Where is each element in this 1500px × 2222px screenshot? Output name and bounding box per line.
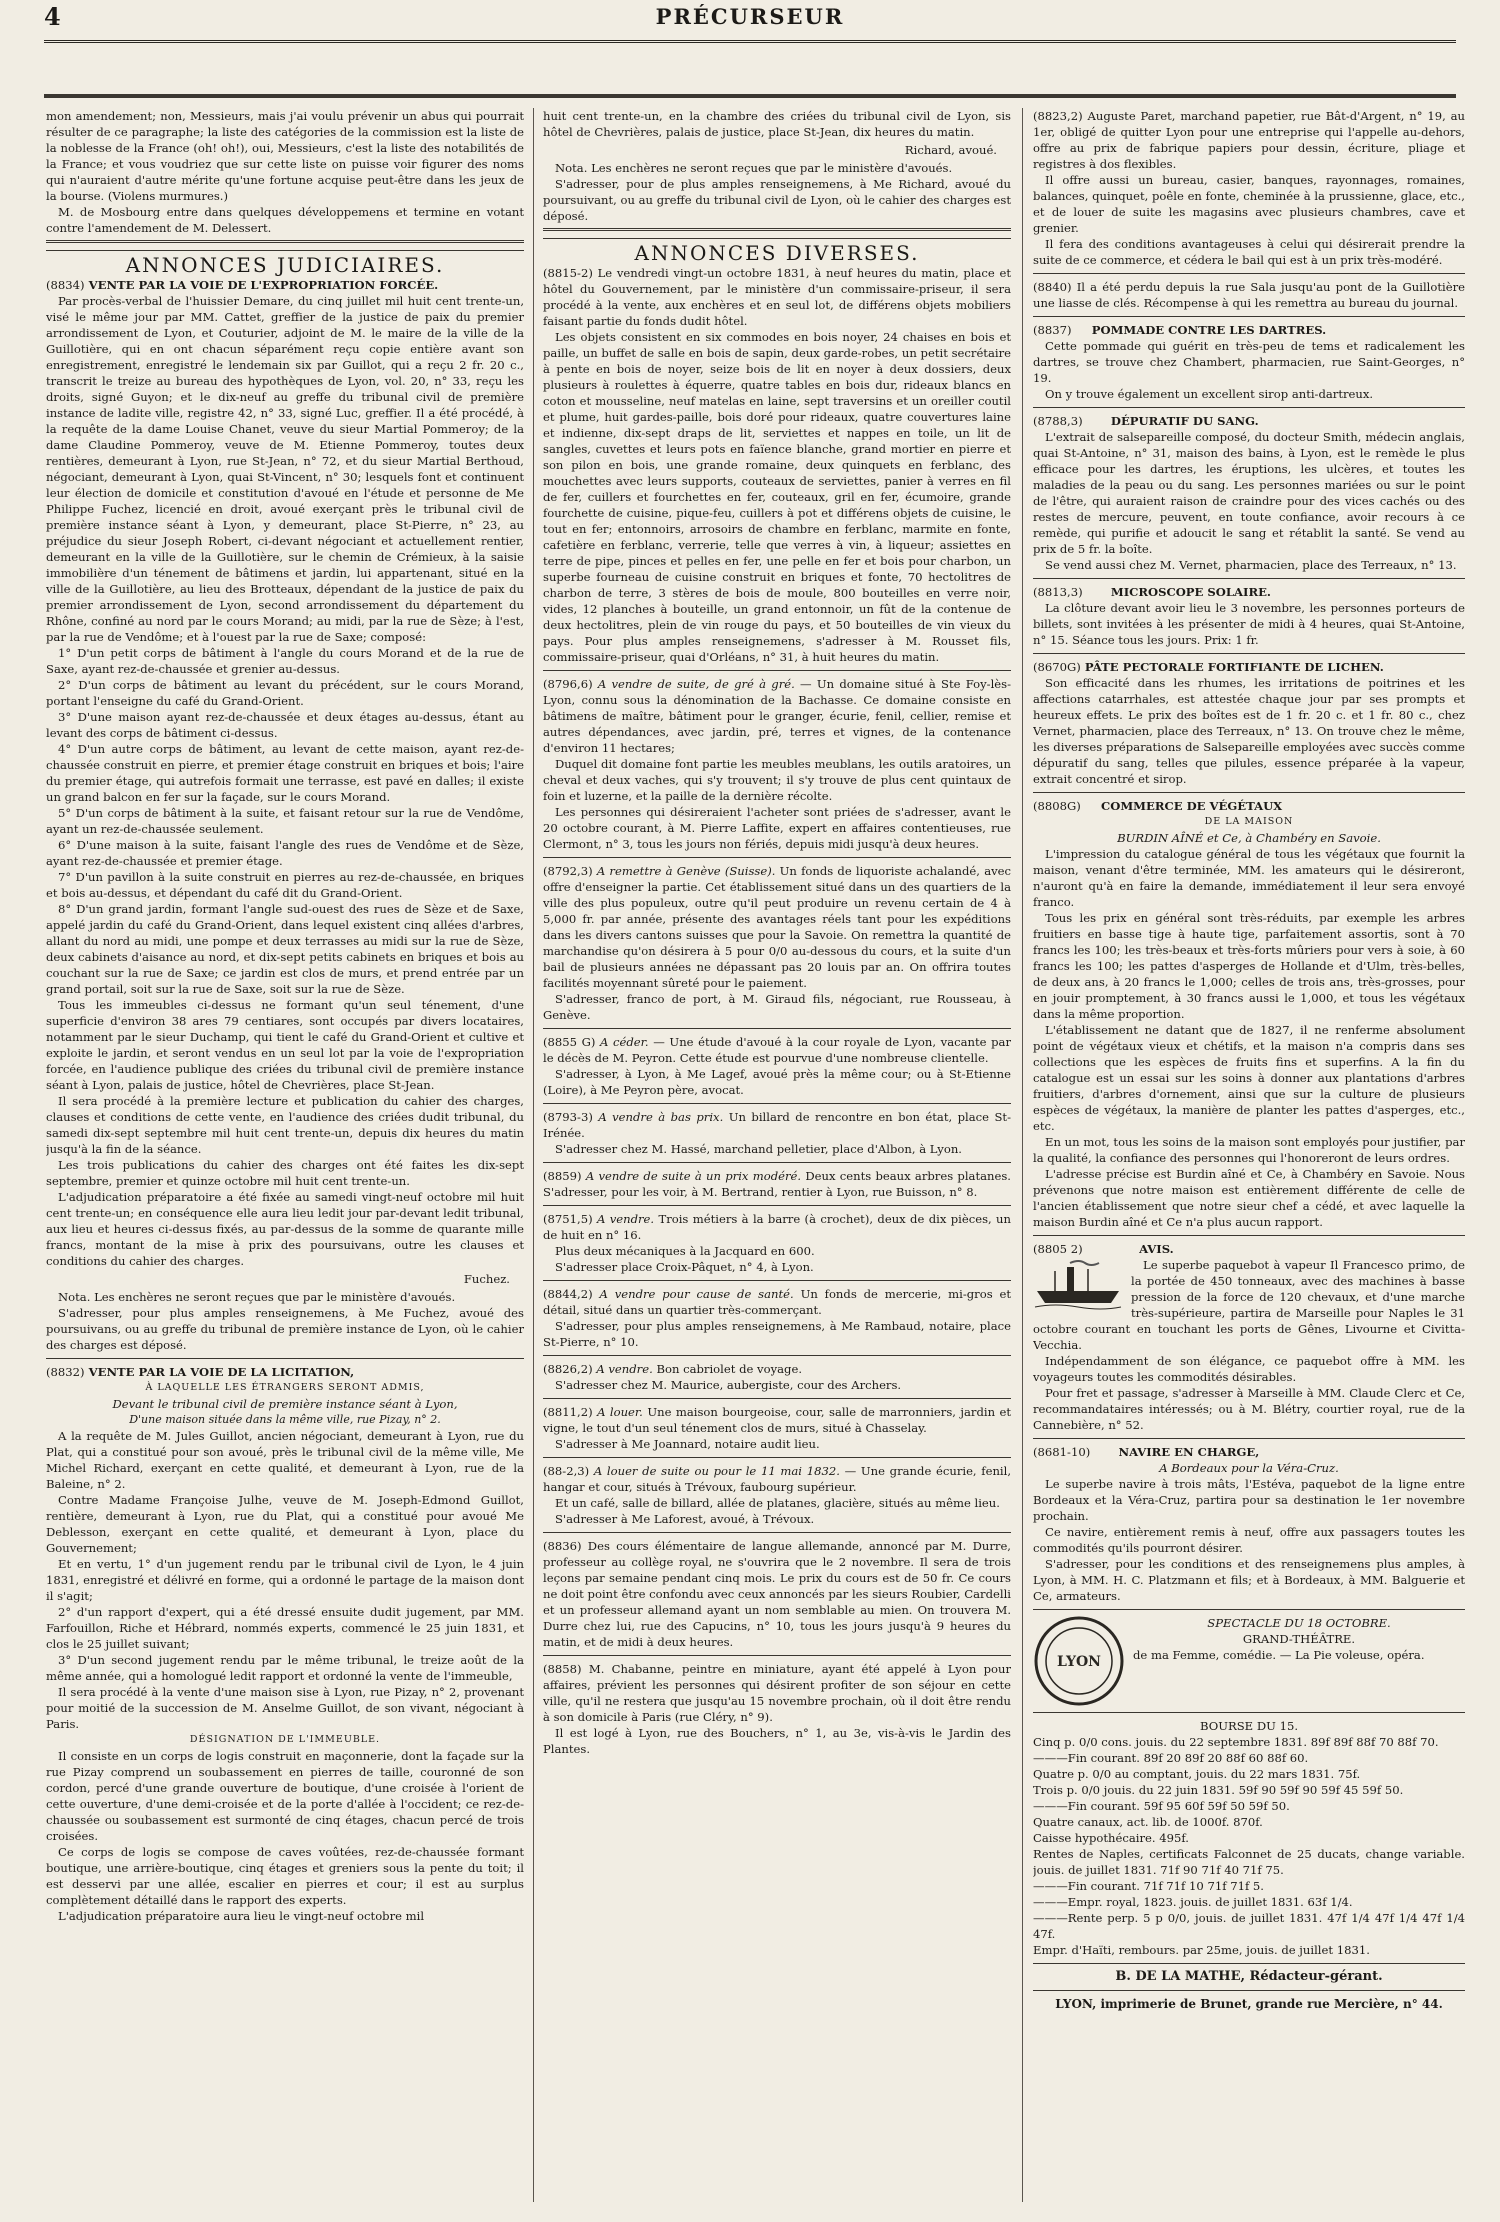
ad-paragraph: Et un café, salle de billard, allée de platanes, glacière, situés au même lieu.: [555, 1496, 1000, 1510]
separator: [543, 1103, 1011, 1104]
ad-number: (8793-3): [543, 1110, 593, 1124]
column-3: [1033, 108, 1465, 2212]
ad-paragraph: Le superbe navire à trois mâts, l'Estéva, paquebot de la ligne entre Bordeaux et la Véra-Cruz, partira pour sa destination le 1er novembre prochain.: [1033, 1477, 1465, 1523]
ad-paragraph: [543, 1538, 1011, 1650]
ad-number: (8805 2): [1033, 1242, 1083, 1256]
ad-text: Auguste Paret, marchand papetier, rue Bât-d'Argent, n° 19, au 1er, obligé de quitter Lyon pour une entreprise qui l'appelle au-dehors, offre au prix de fabrique papiers pour dessin, écriture, pliage et registres à dos flexibles.: [1033, 109, 1465, 171]
ad-subtitle: D'une maison située dans la même ville, rue Pizay, n° 2.: [129, 1413, 441, 1426]
ad-number: (8751,5): [543, 1212, 593, 1226]
ad-title: PÂTE PECTORALE FORTIFIANTE DE LICHEN.: [1084, 660, 1384, 674]
ad-paragraph: 7° D'un pavillon à la suite construit en pierres au rez-de-chaussée, en briques et bois au-dessus, et dépendant du café dit du Grand-Orient.: [46, 870, 524, 900]
ad-heading: [1033, 798, 1465, 814]
ad-lead: A louer.: [597, 1405, 643, 1419]
ad-paragraph: L'adresse précise est Burdin aîné et Ce, à Chambéry en Savoie. Nous prévenons que notre maison est entièrement différente de celle de l'ancien établissement que notre sieur chef a cédé, et avec laquelle la maison Burdin aîné et Ce n'a plus aucun rapport.: [1033, 1167, 1465, 1229]
ad-paragraph: S'adresser, pour plus amples renseignemens, à Me Rambaud, notaire, place St-Pierre, n° 10.: [543, 1319, 1011, 1349]
ad-subtitle: Devant le tribunal civil de première instance séant à Lyon,: [112, 1397, 458, 1411]
ad-title: AVIS.: [1139, 1242, 1174, 1256]
column-1: [46, 108, 524, 2212]
ad-text: Deux cents beaux arbres platanes. S'adresser, pour les voir, à M. Bertrand, rentier à Lyon, rue Buisson, n° 8.: [543, 1169, 1011, 1199]
ad-paragraph: Il offre aussi un bureau, casier, banques, rayonnages, romaines, balances, quinquet, poêle en fonte, cheminée à la prussienne, glace, etc., et de louer de suite les magasins avec plusieurs chambres, cave et grenier.: [1033, 173, 1465, 235]
ad-paragraph: Se vend aussi chez M. Vernet, pharmacien, place des Terreaux, n° 13.: [1045, 558, 1457, 572]
ad-paragraph: Il fera des conditions avantageuses à celui qui désirerait prendre la suite de ce commerce, et cédera le bail qui est à un prix très-modéré.: [1033, 237, 1465, 267]
ad-text: Un domaine situé à Ste Foy-lès-Lyon, connu sous la dénomination de la Bachasse. Ce domaine consiste en bâtimens de maître, bâtiment pour le granger, écurie, fenil, cellier, remise et autres dépendances, avec jardin, pré, terres et vignes, de la contenance d'environ 11 hectares;: [543, 677, 1011, 755]
ad-lead: A vendre à bas prix.: [598, 1110, 724, 1124]
ad-paragraph: A la requête de M. Jules Guillot, ancien négociant, demeurant à Lyon, rue du Plat, qui a constitué pour son avoué, près le tribunal civil de la même ville, Me Michel Richard, exerçant en cette qualité, et demeurant à Lyon, rue de la Baleine, n° 2.: [46, 1429, 524, 1491]
ad-title: MICROSCOPE SOLAIRE.: [1110, 585, 1271, 599]
separator: [46, 1358, 524, 1359]
ad-block: [543, 1661, 1011, 1757]
bourse-line: ———Empr. royal, 1823. jouis. de juillet 1831. 63f 1/4.: [1033, 1895, 1353, 1909]
separator: [543, 1457, 1011, 1458]
ad-paragraph: Plus deux mécaniques à la Jacquard en 600.: [555, 1244, 815, 1258]
ad-subtitle: À LAQUELLE LES ÉTRANGERS SERONT ADMIS,: [145, 1382, 425, 1393]
ad-title: NAVIRE EN CHARGE,: [1118, 1445, 1260, 1459]
ad-text: Il a été perdu depuis la rue Sala jusqu'au pont de la Guillotière une liasse de clés. Récompense à qui les remettra au bureau du journal.: [1033, 280, 1465, 310]
ad-lead: A louer de suite ou pour le 11 mai 1832.: [593, 1464, 840, 1478]
ad-subtitle: DE LA MAISON: [1204, 816, 1294, 827]
column-divider: [1022, 108, 1023, 2202]
ad-paragraph: Il sera procédé à la vente d'une maison sise à Lyon, rue Pizay, n° 2, provenant pour moitié de la succession de M. Anselme Guillot, de son vivant, négociant à Paris.: [46, 1685, 524, 1731]
column-divider: [533, 108, 534, 2202]
bourse-block: [1033, 1718, 1465, 1958]
ad-signature: Fuchez.: [463, 1272, 510, 1286]
ad-paragraph: 6° D'une maison à la suite, faisant l'angle des rues de Vendôme et de Sèze, ayant rez-de-chaussée et premier étage.: [46, 838, 524, 868]
ad-paragraph: Contre Madame Françoise Julhe, veuve de M. Joseph-Edmond Guillot, rentière, demeurant à Lyon, rue du Plat, qui a constitué pour avoué Me Deblesson, exerçant en cette qualité, et demeurant à Lyon, place du Gouvernement;: [46, 1493, 524, 1555]
ad-paragraph: 3° D'une maison ayant rez-de-chaussée et deux étages au-dessus, étant au levant des corps de bâtiment ci-dessus.: [46, 710, 524, 740]
ad-paragraph: [543, 863, 1011, 991]
ad-block: [543, 1211, 1011, 1275]
intro-paragraph: M. de Mosbourg entre dans quelques développemens et termine en votant contre l'amendement de M. Delessert.: [46, 205, 524, 235]
ad-number: (8826,2): [543, 1362, 593, 1376]
ad-paragraph: L'établissement ne datant que de 1827, il ne renferme absolument point de végétaux vieux et chétifs, et la maison n'a compris dans ses collections que les espèces de fruits fins et superfins. A la fin du catalogue est un essai sur les soins à donner aux plantations d'arbres fruitiers, d'arbres d'ornement, ainsi que sur la culture de plusieurs espèces de végétaux, la manière de planter les pattes d'asperges, etc., etc.: [1033, 1023, 1465, 1133]
ad-paragraph: S'adresser, franco de port, à M. Giraud fils, négociant, rue Rousseau, à Genève.: [543, 992, 1011, 1022]
ad-paragraph: Il est logé à Lyon, rue des Bouchers, n° 1, au 3e, vis-à-vis le Jardin des Plantes.: [543, 1726, 1011, 1756]
ad-number: (8796,6): [543, 677, 593, 691]
ad-heading: [46, 277, 524, 293]
ad-paragraph: [543, 1661, 1011, 1725]
ad-paragraph: Tous les immeubles ci-dessus ne formant qu'un seul ténement, d'une superficie d'environ 38 ares 79 centiares, sont occupés par divers locataires, notamment par le sieur Duchamp, qui tient le café du Grand-Orient et cultive et exploite le jardin, et seront vendus en un seul lot par la voie de l'expropriation forcée, en l'audience publique des criées du tribunal civil de première instance séant à Lyon, palais de justice, hôtel de Chevrières, place St-Jean.: [46, 998, 524, 1092]
ad-paragraph: [543, 1404, 1011, 1436]
ad-lead: A vendre.: [596, 1212, 655, 1226]
ad-paragraph: S'adresser place Croix-Pâquet, n° 4, à Lyon.: [555, 1260, 814, 1274]
ad-text: M. Chabanne, peintre en miniature, ayant été appelé à Lyon pour affaires, prévient les personnes qui désirent profiter de son séjour en cette ville, qu'il ne restera que jusqu'au 15 novembre prochain, où il doit être rendu à son domicile à Paris (rue Cléry, n° 9).: [543, 1662, 1011, 1724]
separator: [1033, 1609, 1465, 1610]
ad-paragraph: Indépendamment de son élégance, ce paquebot offre à MM. les voyageurs toutes les commodités désirables.: [1033, 1354, 1465, 1384]
separator: [1033, 273, 1465, 274]
ad-lead: A vendre de suite à un prix modéré.: [585, 1169, 802, 1183]
ad-text: Des cours élémentaire de langue allemande, annoncé par M. Durre, professeur au collège royal, ne s'ouvrira que le 2 novembre. Il sera de trois leçons par semaine pendant cinq mois. Le prix du cours est de 50 fr. Ce cours ne doit point être confondu avec ceux annoncés par les sieurs Roubier, Cardelli et un professeur allemand ayant un nom semblable au mien. On trouvera M. Durre chez lui, rue des Capucins, n° 10, tous les jours jusqu'à 9 heures du matin, et de midi à deux heures.: [543, 1539, 1011, 1649]
ad-note: Nota. Les enchères ne seront reçues que par le ministère d'avoués.: [555, 161, 953, 175]
separator: [1033, 1963, 1465, 1964]
ad-text: Un fonds de mercerie, mi-gros et détail, situé dans un quartier très-commerçant.: [543, 1287, 1011, 1317]
header-rule-thick: [44, 94, 1456, 98]
ad-block: [1033, 279, 1465, 311]
ad-block: [543, 265, 1011, 665]
bourse-line: Quatre p. 0/0 au comptant, jouis. du 22 mars 1831. 75f.: [1033, 1767, 1361, 1781]
page-number: 4: [44, 2, 61, 31]
ad-paragraph: S'adresser à Me Joannard, notaire audit lieu.: [555, 1437, 820, 1451]
ad-paragraph: [543, 1286, 1011, 1318]
column-2: [543, 108, 1011, 2212]
ad-paragraph: 1° D'un petit corps de bâtiment à l'angle du cours Morand et de la rue de Saxe, ayant rez-de-chaussée et grenier au-dessus.: [46, 646, 524, 676]
header-rule: [44, 40, 1456, 43]
ad-paragraph: Tous les prix en général sont très-réduits, par exemple les arbres fruitiers en basse tige à haute tige, parfaitement assortis, sont à 70 francs les 100; les très-beaux et très-forts mûriers pour vers à soie, à 60 francs les 100; les pattes d'asperges de Hollande et d'Ulm, très-belles, de deux ans, à 20 francs le 1,000; celles de trois ans, très-grosses, pour en jouir promptement, à 30 francs aussi le 1,000, et tous les végétaux dans la même proportion.: [1033, 911, 1465, 1021]
separator: [543, 1205, 1011, 1206]
ad-paragraph: 5° D'un corps de bâtiment à la suite, et faisant retour sur la rue de Vendôme, ayant un rez-de-chaussée seulement.: [46, 806, 524, 836]
ad-heading: [1033, 659, 1465, 675]
ad-paragraph: Les trois publications du cahier des charges ont été faites les dix-sept septembre, premier et quinze octobre mil huit cent trente-un.: [46, 1158, 524, 1188]
separator: [1033, 792, 1465, 793]
ad-number: (8858): [543, 1662, 582, 1676]
spectacle-program: de ma Femme, comédie. — La Pie voleuse, opéra.: [1133, 1648, 1425, 1662]
bourse-line: Trois p. 0/0 jouis. du 22 juin 1831. 59f 90 59f 90 59f 45 59f 50.: [1033, 1783, 1404, 1797]
ad-paragraph: Ce navire, entièrement remis à neuf, offre aux passagers toutes les commodités qu'ils pourront désirer.: [1033, 1525, 1465, 1555]
ad-text: Une maison bourgeoise, cour, salle de marronniers, jardin et vigne, le tout d'un seul ténement clos de murs, situé à Chasselay.: [543, 1405, 1011, 1435]
bourse-line: Empr. d'Haïti, rembours. par 25me, jouis. de juillet 1831.: [1033, 1943, 1370, 1957]
ad-paragraph: [543, 1211, 1011, 1243]
separator: [543, 1162, 1011, 1163]
ad-paragraph: [1033, 108, 1465, 172]
ad-number: (8832): [46, 1365, 85, 1379]
bourse-line: ———Fin courant. 71f 71f 10 71f 71f 5.: [1033, 1879, 1264, 1893]
ad-heading: [1033, 413, 1465, 429]
ad-lead: A vendre.: [596, 1362, 653, 1376]
ad-paragraph: Il sera procédé à la première lecture et publication du cahier des charges, clauses et conditions de cette vente, en l'audience des criées dudit tribunal, du samedi dix-sept septembre mil huit cent trente-un, depuis dix heures du matin jusqu'à la fin de la séance.: [46, 1094, 524, 1156]
ad-block: [543, 863, 1011, 1023]
separator: [1033, 1235, 1465, 1236]
ad-lead: A vendre de suite, de gré à gré.: [597, 677, 795, 691]
separator: [1033, 1990, 1465, 1991]
ad-paragraph: S'adresser chez M. Maurice, aubergiste, cour des Archers.: [555, 1378, 902, 1392]
ad-paragraph: 8° D'un grand jardin, formant l'angle sud-ouest des rues de Sèze et de Saxe, appelé jardin du café du Grand-Orient, dans lequel existent cinq allées d'arbres, allant du nord au midi, une pompe et deux terrasses au midi sur la rue de Sèze, deux cabinets d'aisance au nord, et dix-sept petits cabinets en briques et bois au couchant sur la rue de Saxe; ce jardin est clos de murs, et prend entrée par un grand portail, soit sur la rue de Saxe, soit sur la rue de Sèze.: [46, 902, 524, 996]
bourse-line: Rentes de Naples, certificats Falconnet de 25 ducats, change variable. jouis. de juillet 1831. 71f 90 71f 40 71f 75.: [1033, 1847, 1465, 1877]
ad-paragraph: Il consiste en un corps de logis construit en maçonnerie, dont la façade sur la rue Pizay comprend un soubassement en pierres de taille, couronné de son cordon, percé d'une grande ouverture de boutique, d'une croisée à l'orient de cette ouverture, d'une demi-croisée et de la porte d'allée à l'occident; ce rez-de-chaussée ou soubassement est surmonté de cinq étages, chacun percé de trois croisées.: [46, 1749, 524, 1843]
ad-block: [543, 1538, 1011, 1650]
ad-number: (8859): [543, 1169, 582, 1183]
spectacle-block: [1033, 1615, 1465, 1707]
ad-block: [1033, 584, 1465, 648]
ad-lead: A céder.: [600, 1035, 649, 1049]
separator: [1033, 316, 1465, 317]
ad-block: [1033, 322, 1465, 402]
bourse-line: Caisse hypothécaire. 495f.: [1033, 1831, 1189, 1845]
ad-paragraph: [1033, 279, 1465, 311]
ad-paragraph: Par procès-verbal de l'huissier Demare, du cinq juillet mil huit cent trente-un, visé le même jour par MM. Cattet, greffier de la justice de paix du premier arrondissement de Lyon, et Couturier, adjoint de M. le maire de la ville de la Guillotière, qui en ont chacun séparément reçu copie entière avant son enregistrement, enregistré le lendemain six par Guillot, qui a reçu 2 fr. 20 c., transcrit le treize au bureau des hypothèques de Lyon, vol. 20, n° 33, reçu les droits, signé Guyon; et le dix-neuf au greffe du tribunal civil de première instance de ladite ville, registre 42, n° 33, signé Luc, greffier. Il a été procédé, à la requête de la dame Louise Chanet, veuve du sieur Martial Pommeroy; de la dame Claudine Pommeroy, veuve de M. Etienne Pommeroy, toutes deux rentières, demeurant à Lyon, rue St-Jean, n° 72, et du sieur Martial Berthoud, négociant, demeurant à Lyon, quai St-Vincent, n° 30; lesquels font et continuent leur élection de domicile et constitution d'avoué en l'étude et personne de Me Philippe Fuchez, licencié en droit, avoué exerçant près le tribunal civil de première instance séant à Lyon, y demeurant, place St-Pierre, n° 23, au préjudice du sieur Joseph Robert, ci-devant négociant et actuellement rentier, demeurant en la ville de la Guillotière, sur le chemin de Crémieux, à la saisie immobilière d'un ténement de bâtimens et jardin, lui appartenant, situé en la ville de la Guillotière, au lieu des Brotteaux, dépendant de la justice de paix du premier arrondissement de Lyon, second arrondissement du département du Rhône, confiné au nord par le cours Morand; au midi, par la rue de Sèze; à l'est, par la rue de Vendôme; et à l'ouest par la rue de Saxe; composé:: [46, 294, 524, 644]
ad-title: POMMADE CONTRE LES DARTRES.: [1091, 323, 1327, 337]
ad-number: (8844,2): [543, 1287, 593, 1301]
ad-number: (8840): [1033, 280, 1072, 294]
ad-block: [543, 1463, 1011, 1527]
ad-block: [1033, 413, 1465, 573]
ad-lead: A vendre pour cause de santé.: [599, 1287, 794, 1301]
ad-subtitle: A Bordeaux pour la Véra-Cruz.: [1159, 1461, 1339, 1475]
ad-number: (8792,3): [543, 864, 593, 878]
ad-title: DÉPURATIF DU SANG.: [1110, 414, 1259, 428]
ad-block: [1033, 1444, 1465, 1604]
ad-block: [543, 1034, 1011, 1098]
ad-paragraph: Son efficacité dans les rhumes, les irritations de poitrines et les affections catarrhales, est attestée chaque jour par ses prompts et heureux effets. Le prix des boîtes est de 1 fr. 20 c. et 1 fr. 80 c., chez Vernet, pharmacien, place des Terreaux, n° 13. On trouve chez le même, les diverses préparations de Salsepareille employées avec succès comme dépuratif du sang, telles que pilules, essence préparée à la vapeur, extrait concentré et sirop.: [1033, 676, 1465, 786]
separator: [543, 1355, 1011, 1356]
ad-number: (8811,2): [543, 1405, 593, 1419]
separator: [543, 857, 1011, 858]
ad-text: — Une grande écurie, fenil, hangar et cour, situés à Trévoux, faubourg supérieur.: [543, 1464, 1011, 1494]
ad-heading: [1033, 1241, 1465, 1257]
stamp-text: LYON: [1057, 1654, 1101, 1670]
bourse-line: ———Fin courant. 89f 20 89f 20 88f 60 88f 60.: [1033, 1751, 1309, 1765]
stamp-seal-icon: [1033, 1615, 1125, 1707]
ad-number: (8670G): [1033, 660, 1081, 674]
steamboat-icon: [1033, 1259, 1123, 1315]
separator: [1033, 653, 1465, 654]
ad-signature: Richard, avoué.: [904, 143, 997, 157]
ad-number: (8681-10): [1033, 1445, 1091, 1459]
ad-number: (8836): [543, 1539, 582, 1553]
ad-paragraph: (8855 G) A céder. — Une étude d'avoué à la cour royale de Lyon, vacante par le décès de M. Peyron. Cette étude est pourvue d'une nombreuse clientelle.: [543, 1035, 1011, 1065]
ad-paragraph: Les personnes qui désireraient l'acheter sont priées de s'adresser, avant le 20 octobre courant, à M. Pierre Laffite, expert en affaires contentieuses, rue Clermont, n° 3, tous les jours non fériés, depuis midi jusqu'à deux heures.: [543, 805, 1011, 851]
ad-text: Un billard de rencontre en bon état, place St-Irénée.: [543, 1110, 1011, 1140]
ad-paragraph: Ce corps de logis se compose de caves voûtées, rez-de-chaussée formant boutique, une arrière-boutique, cinq étages et greniers sous la pente du toit; il est desservi par une allée, escalier en pierres et cour; il est au surplus complètement détaillé dans le rapport des experts.: [46, 1845, 524, 1907]
ad-paragraph: 2° D'un corps de bâtiment au levant du précédent, sur le cours Morand, portant l'enseigne du café du Grand-Orient.: [46, 678, 524, 708]
ad-block: [543, 1361, 1011, 1393]
ad-block: [1033, 1241, 1465, 1433]
ad-paragraph: L'adjudication préparatoire aura lieu le vingt-neuf octobre mil: [58, 1909, 425, 1923]
ad-block: [1033, 798, 1465, 1230]
ad-note: Nota. Les enchères ne seront reçues que par le ministère d'avoués.: [58, 1290, 456, 1304]
ad-paragraph: 4° D'un autre corps de bâtiment, au levant de cette maison, ayant rez-de-chaussée construit en pierre, et premier étage construit en briques et bois; l'aire du premier étage, qui autrefois formait une terrasse, est pavé en dalles; il existe un grand balcon en fer sur la façade, sur le cours Morand.: [46, 742, 524, 804]
ad-paragraph: L'extrait de salsepareille composé, du docteur Smith, médecin anglais, quai St-Antoine, n° 31, maison des bains, à Lyon, est le remède le plus efficace pour les dartres, les éruptions, les ulcères, et toutes les maladies de la peau ou du sang. Les personnes mariées ou sur le point de l'être, qui auraient raison de craindre pour des vices cachés ou des restes de mercure, peuvent, en toute confiance, avoir recours à ce remède, qui purifie et adoucit le sang et rétablit la santé. Se vend au prix de 5 fr. la boîte.: [1033, 430, 1465, 556]
separator: [543, 1398, 1011, 1399]
bourse-line: Quatre canaux, act. lib. de 1000f. 870f.: [1033, 1815, 1263, 1829]
masthead: PRÉCURSEUR: [655, 4, 845, 29]
ad-number: (88-2,3): [543, 1464, 590, 1478]
separator: [1033, 1712, 1465, 1713]
separator: [1033, 407, 1465, 408]
ad-paragraph: S'adresser à Me Laforest, avoué, à Trévoux.: [555, 1512, 815, 1526]
firm-name: BURDIN AÎNÉ et Ce, à Chambéry en Savoie.: [1117, 831, 1381, 845]
ad-number: (8855 G): [543, 1035, 596, 1049]
ad-title: COMMERCE DE VÉGÉTAUX: [1101, 799, 1283, 813]
ad-paragraph: Cette pommade qui guérit en très-peu de tems et radicalement les dartres, se trouve chez Chambert, pharmacien, rue Saint-Georges, n° 19.: [1033, 339, 1465, 385]
ad-contact: S'adresser, pour plus amples renseignemens, à Me Fuchez, avoué des poursuivans, ou au greffe du tribunal de première instance de Lyon, où le cahier des charges est déposé.: [46, 1306, 524, 1352]
separator: [1033, 578, 1465, 579]
separator: [543, 1280, 1011, 1281]
bourse-title: BOURSE DU 15.: [1199, 1719, 1299, 1733]
ad-text: Le vendredi vingt-un octobre 1831, à neuf heures du matin, place et hôtel du Gouvernement, par le ministère d'un commissaire-priseur, il sera procédé à la vente, aux enchères et en seul lot, de différens objets mobiliers faisant partie du fonds dudit hôtel.: [543, 266, 1011, 328]
ad-paragraph: [543, 1168, 1011, 1200]
ornament-rule: [543, 228, 1011, 239]
ad-paragraph: Pour fret et passage, s'adresser à Marseille à MM. Claude Clerc et Ce, recommandataires intéressés; ou à M. Blétry, courtier royal, rue de la Cannebière, n° 52.: [1033, 1386, 1465, 1432]
bourse-line: Cinq p. 0/0 cons. jouis. du 22 septembre 1831. 89f 89f 88f 70 88f 70.: [1033, 1735, 1439, 1749]
bourse-line: ———Rente perp. 5 p 0/0, jouis. de juillet 1831. 47f 1/4 47f 1/4 47f 1/4 47f.: [1033, 1911, 1465, 1941]
ad-block: [543, 1286, 1011, 1350]
ad-number: (8788,3): [1033, 414, 1083, 428]
separator: [543, 670, 1011, 671]
ad-number: (8834): [46, 278, 85, 292]
theatre-name: GRAND-THÉÂTRE.: [1242, 1632, 1356, 1646]
ad-paragraph: (8796,6) A vendre de suite, de gré à gré. — Un domaine situé à Ste Foy-lès-Lyon, connu sous la dénomination de la Bachasse. Ce domaine consiste en bâtimens de maître, bâtiment pour le granger, écurie, fenil, cellier, remise et autres dépendances, avec jardin, pré, terres et vignes, de la contenance d'environ 11 hectares;: [543, 677, 1011, 755]
ad-text: Un fonds de liquoriste achalandé, avec offre d'enseigner la partie. Cet établissement situé dans un des quartiers de la ville des plus populeux, outre qu'il peut produire un revenu certain de 4 à 5,000 fr. par année, présente des avantages réels tant pour les expéditions dans les divers cantons suisses que pour la Savoie. On remettra la quantité de marchandise qu'on désirera à 5 pour 0/0 au-dessous du cours, et la suite d'un bail de plusieurs années ne dépassant pas 20 louis par an. On offrira toutes facilités moyennant sûreté pour le paiement.: [543, 864, 1011, 990]
ad-paragraph: Le superbe paquebot à vapeur Il Francesco primo, de la portée de 450 tonneaux, avec des machines à basse pression de la force de 120 chevaux, et d'une marche très-supérieure, partira de Marseille pour Naples le 31 octobre courant en touchant les ports de Gênes, Livourne et Civitta-Vecchia.: [1033, 1258, 1465, 1352]
bourse-line: ———Fin courant. 59f 95 60f 59f 50 59f 50.: [1033, 1799, 1290, 1813]
continued-paragraph: huit cent trente-un, en la chambre des criées du tribunal civil de Lyon, sis hôtel de Chevrières, palais de justice, place St-Jean, dix heures du matin.: [543, 109, 1011, 139]
ad-lead: A remettre à Genève (Suisse).: [596, 864, 776, 878]
intro-paragraph: mon amendement; non, Messieurs, mais j'ai voulu prévenir un abus qui pourrait résulter de ce paragraphe; la liste des catégories de la commission est la liste de la noblesse de la France (oh! oh!), oui, Messieurs, c'est la liste des notabilités de la France; et vous voudriez que sur cette liste on puisse voir figurer des noms qui n'auraient d'autre mérite qu'une fortune acquise peut-être dans les jeux de la bourse. (Violens murmures.): [46, 109, 524, 203]
ad-text: Trois métiers à la barre (à crochet), deux de dix pièces, un de huit en n° 16.: [543, 1212, 1011, 1242]
ad-paragraph: S'adresser, pour les conditions et des renseignemens plus amples, à Lyon, à MM. H. C. Platzmann et fils; et à Bordeaux, à MM. Balguerie et Ce, armateurs.: [1033, 1557, 1465, 1603]
ad-heading: [1033, 322, 1465, 338]
ad-paragraph: La clôture devant avoir lieu le 3 novembre, les personnes porteurs de billets, sont invitées à les présenter de midi à 4 heures, quai St-Antoine, n° 15. Séance tous les jours. Prix: 1 fr.: [1033, 601, 1465, 647]
ad-paragraph: [543, 1361, 1011, 1377]
designation-title: DÉSIGNATION DE L'IMMEUBLE.: [189, 1734, 381, 1745]
ad-heading: [1033, 584, 1465, 600]
ad-paragraph: Et en vertu, 1° d'un jugement rendu par le tribunal civil de Lyon, le 4 juin 1831, enregistré et délivré en forme, qui a ordonné le partage de la maison dont il s'agit;: [46, 1557, 524, 1603]
ad-block: [543, 1109, 1011, 1157]
ad-block: [1033, 108, 1465, 268]
separator: [543, 1532, 1011, 1533]
ad-title: VENTE PAR LA VOIE DE L'EXPROPRIATION FORCÉE.: [88, 278, 439, 292]
ad-contact: S'adresser, pour de plus amples renseignemens, à Me Richard, avoué du poursuivant, ou au greffe du tribunal civil de Lyon, où le cahier des charges est déposé.: [543, 177, 1011, 223]
ad-title: VENTE PAR LA VOIE DE LA LICITATION,: [88, 1365, 355, 1379]
ad-paragraph: En un mot, tous les soins de la maison sont employés pour justifier, par la qualité, la confiance des personnes qui l'honoreront de leurs ordres.: [1033, 1135, 1465, 1165]
ad-block: [543, 1168, 1011, 1200]
ad-heading: [1033, 1444, 1465, 1460]
ad-paragraph: L'adjudication préparatoire a été fixée au samedi vingt-neuf octobre mil huit cent trente-un; en conséquence elle aura lieu ledit jour par-devant ledit tribunal, aux lieu et heures ci-dessus fixés, au par-dessus de la somme de quarante mille francs, montant de la mise à prix des poursuivans, outre les clauses et conditions du cahier des charges.: [46, 1190, 524, 1268]
ad-paragraph: 2° d'un rapport d'expert, qui a été dressé ensuite dudit jugement, par MM. Farfouillon, Riche et Hébrard, nommés experts, commencé le 25 juin 1831, et clos le 25 juillet suivant;: [46, 1605, 524, 1651]
ad-heading: [46, 1364, 524, 1380]
section-title-diverses: ANNONCES DIVERSES.: [634, 241, 920, 265]
ad-paragraph: [543, 1463, 1011, 1495]
ad-paragraph: Duquel dit domaine font partie les meubles meublans, les outils aratoires, un cheval et deux vaches, qui s'y trouvent; il s'y trouve de plus cent quintaux de foin et luzerne, et la paille de la dernière récolte.: [543, 757, 1011, 803]
separator: [543, 1028, 1011, 1029]
ad-number: (8813,3): [1033, 585, 1083, 599]
ad-paragraph: [543, 265, 1011, 329]
ad-paragraph: S'adresser, à Lyon, à Me Lagef, avoué près la même cour; ou à St-Etienne (Loire), à Me Peyron père, avocat.: [543, 1067, 1011, 1097]
ad-paragraph: S'adresser chez M. Hassé, marchand pelletier, place d'Albon, à Lyon.: [555, 1142, 962, 1156]
ad-block: [543, 1404, 1011, 1452]
ad-paragraph: On y trouve également un excellent sirop anti-dartreux.: [1045, 387, 1374, 401]
printer-line: LYON, imprimerie de Brunet, grande rue Mercière, n° 44.: [1055, 1997, 1443, 2011]
ad-paragraph: Les objets consistent en six commodes en bois noyer, 24 chaises en bois et paille, un buffet de salle en bois de sapin, deux garde-robes, un petit secrétaire à pente en bois de noyer, seize bois de lit en noyer à deux dossiers, deux plusieurs à roulettes à équerre, quatre tables en bois dur, rideaux blancs en coton et mousseline, neuf matelas en laine, sept traversins et un oreiller coutil et plume, huit gardes-paille, bois doré pour rideaux, quatre couvertures laine et indienne, dix-sept draps de lit, serviettes et nappes en toile, un lit de sangles, cuvettes et leurs pots en faïence blanche, grand mortier en pierre et son pilon en bois, une grande romaine, deux quinquets en ferblanc, des mouchettes avec leurs supports, couteaux de serviettes, panier à verres en fil de fer, cuillers et fourchettes en fer, couteaux, gril en fer, écumoire, grande fourchette de cuisine, pique-feu, cuillers à pot et différens objets de cuisine, le tout en fer; entonnoirs, arrosoirs de chambre en ferblanc, marmite en fonte, cafetière en ferblanc, verrerie, telle que verres à vin, à liqueur; assiettes en terre de pipe, pinces et pelles en fer, une pelle en fer et bois pour charbon, un superbe fourneau de cuisine construit en briques et fonte, 70 hectolitres de charbon de terre, 3 stères de bois de moule, 800 bouteilles en verre noir, vides, 12 planches à bouteille, un grand entonnoir, un fût de la contenue de deux hectolitres, plein de vin rouge du pays, et 50 bouteilles de vin vieux du pays. Pour plus amples renseignemens, s'adresser à M. Rousset fils, commissaire-priseur, quai d'Orléans, n° 31, à huit heures du matin.: [543, 330, 1011, 664]
ad-text: Une étude d'avoué à la cour royale de Lyon, vacante par le décès de M. Peyron. Cette étude est pourvue d'une nombreuse clientelle.: [543, 1035, 1011, 1065]
ad-block: [1033, 659, 1465, 787]
ad-number: (8815-2): [543, 266, 593, 280]
ad-paragraph: [543, 1109, 1011, 1141]
spectacle-title: SPECTACLE DU 18 OCTOBRE.: [1207, 1616, 1391, 1630]
ad-number: (8837): [1033, 323, 1072, 337]
ad-number: (8808G): [1033, 799, 1081, 813]
section-title-judiciaires: ANNONCES JUDICIAIRES.: [125, 253, 445, 277]
ornament-rule: [46, 240, 524, 251]
separator: [543, 1655, 1011, 1656]
ad-paragraph: 3° D'un second jugement rendu par le même tribunal, le treize août de la même année, qui a homologué ledit rapport et ordonné la vente de l'immeuble,: [46, 1653, 524, 1683]
ad-paragraph: L'impression du catalogue général de tous les végétaux que fournit la maison, venant d'être terminée, MM. les amateurs qui le désireront, n'auront qu'à en faire la demande, immédiatement il leur sera envoyé franco.: [1033, 847, 1465, 909]
ad-number: (8823,2): [1033, 109, 1083, 123]
ad-block: [543, 676, 1011, 852]
ad-text: Bon cabriolet de voyage.: [656, 1362, 803, 1376]
separator: [1033, 1438, 1465, 1439]
editor-line: B. DE LA MATHE, Rédacteur-gérant.: [1115, 1969, 1383, 1984]
